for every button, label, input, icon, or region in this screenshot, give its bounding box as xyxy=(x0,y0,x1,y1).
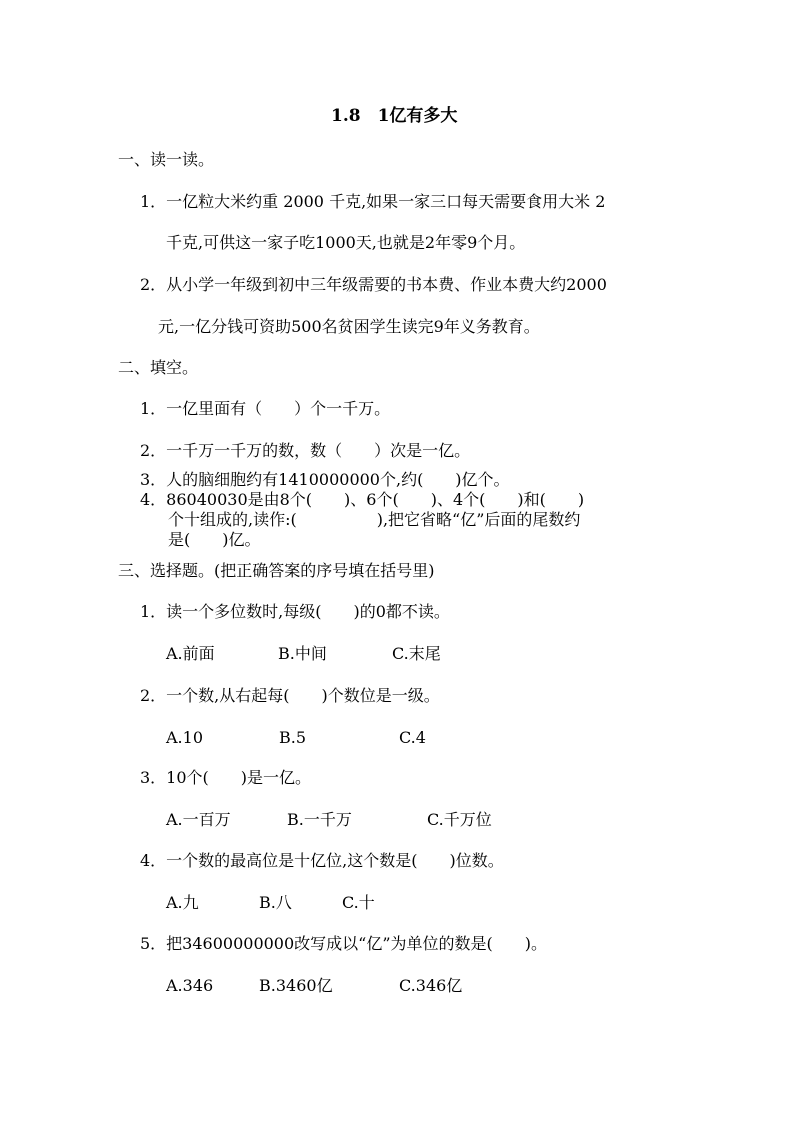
choice-3-option-b: B.一千万 xyxy=(287,810,352,829)
choice-2-option-c: C.4 xyxy=(399,728,426,747)
fill-question-4-line-1: 4．86040030是由8个( )、6个( )、4个( )和( ) xyxy=(140,490,585,509)
choice-question-3: 3．10个( )是一亿。 xyxy=(140,768,312,787)
choice-3-option-c: C.千万位 xyxy=(427,810,492,829)
page-title: 1.8 1亿有多大 xyxy=(331,106,458,126)
choice-2-option-a: A.10 xyxy=(166,728,203,747)
fill-question-1: 1．一亿里面有（ ）个一千万。 xyxy=(140,399,391,418)
choice-5-option-c: C.346亿 xyxy=(399,976,463,995)
section-heading-choice: 三、选择题。(把正确答案的序号填在括号里) xyxy=(118,561,435,580)
fill-question-4-line-2: 个十组成的,读作:( ),把它省略“亿”后面的尾数约 xyxy=(168,510,581,529)
choice-question-5: 5．把34600000000改写成以“亿”为单位的数是( )。 xyxy=(140,934,548,953)
choice-1-option-a: A.前面 xyxy=(166,644,215,663)
choice-question-1: 1．读一个多位数时,每级( )的0都不读。 xyxy=(140,602,450,621)
fill-question-3: 3．人的脑细胞约有1410000000个,约( )亿个。 xyxy=(140,470,510,489)
choice-4-option-c: C.十 xyxy=(342,893,375,912)
choice-4-option-b: B.八 xyxy=(259,893,292,912)
section-heading-read: 一、读一读。 xyxy=(118,150,215,169)
read-item-1-line-1: 1．一亿粒大米约重 2000 千克,如果一家三口每天需要食用大米 2 xyxy=(140,192,606,211)
read-item-1-line-2: 千克,可供这一家子吃1000天,也就是2年零9个月。 xyxy=(166,233,526,252)
choice-5-option-b: B.3460亿 xyxy=(259,976,333,995)
choice-1-option-b: B.中间 xyxy=(278,644,327,663)
read-item-2-line-2: 元,一亿分钱可资助500名贫困学生读完9年义务教育。 xyxy=(158,317,540,336)
fill-question-2: 2．一千万一千万的数，数（ ）次是一亿。 xyxy=(140,441,471,460)
section-heading-fill: 二、填空。 xyxy=(118,358,199,377)
choice-4-option-a: A.九 xyxy=(166,893,199,912)
choice-1-option-c: C.末尾 xyxy=(392,644,441,663)
choice-5-option-a: A.346 xyxy=(166,976,214,995)
fill-question-4-line-3: 是( )亿。 xyxy=(168,530,261,549)
read-item-2-line-1: 2．从小学一年级到初中三年级需要的书本费、作业本费大约2000 xyxy=(140,275,607,294)
choice-question-2: 2．一个数,从右起每( )个数位是一级。 xyxy=(140,686,440,705)
choice-2-option-b: B.5 xyxy=(279,728,307,747)
choice-question-4: 4．一个数的最高位是十亿位,这个数是( )位数。 xyxy=(140,851,504,870)
choice-3-option-a: A.一百万 xyxy=(166,810,231,829)
